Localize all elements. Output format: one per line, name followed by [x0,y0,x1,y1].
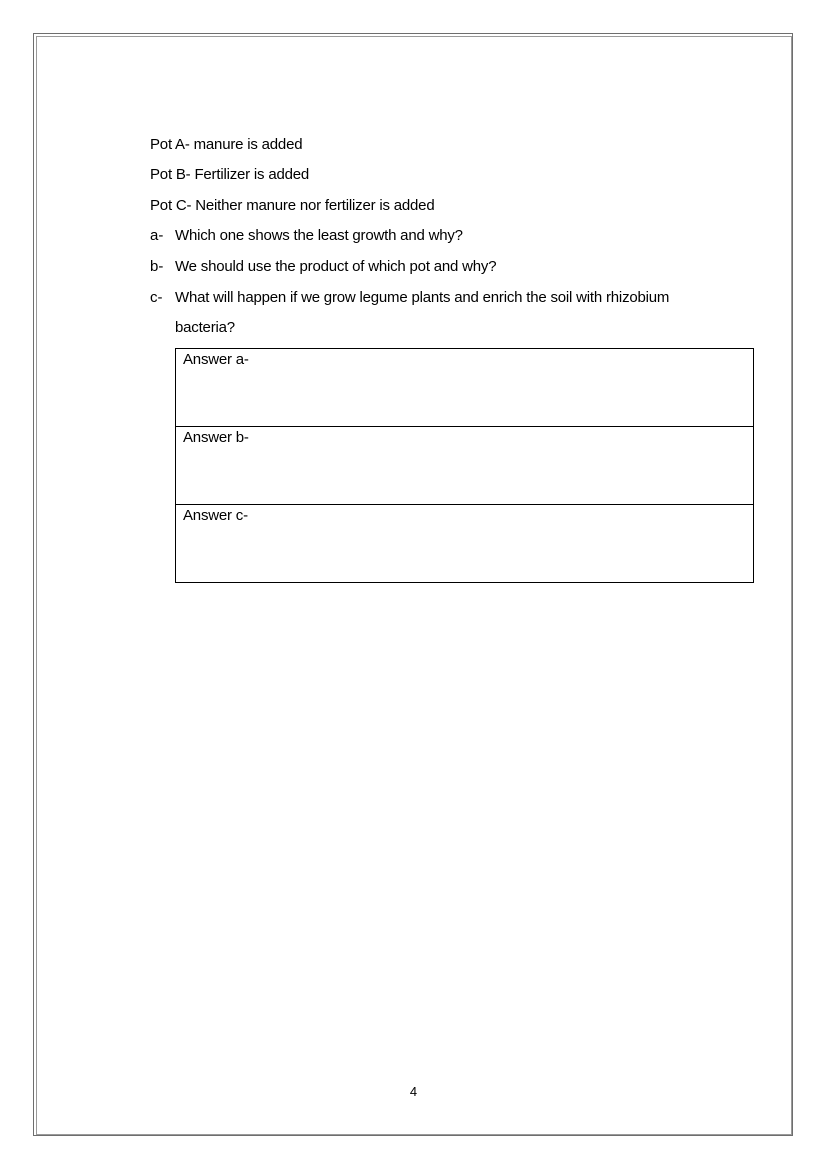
answer-a-label: Answer a- [183,351,249,368]
answer-row-c [176,505,754,583]
answer-c-cell[interactable] [176,505,754,583]
answer-b-cell[interactable] [176,427,754,505]
answer-row-a [176,349,754,427]
question-c-text: What will happen if we grow legume plants and enrich the soil with rhizobium [175,289,670,306]
question-b-marker: b- [150,258,164,275]
answer-row-b [176,427,754,505]
question-c-continuation: bacteria? [175,319,235,336]
answer-table [175,348,754,583]
question-a-marker: a- [150,227,164,244]
question-b-text: We should use the product of which pot and why? [175,258,497,275]
answer-a-cell[interactable] [176,349,754,427]
question-a-text: Which one shows the least growth and why? [175,227,463,244]
answer-c-label: Answer c- [183,507,248,524]
question-c-marker: c- [150,289,163,306]
pot-c-line: Pot C- Neither manure nor fertilizer is added [150,197,435,214]
pot-b-line: Pot B- Fertilizer is added [150,166,310,183]
pot-a-line: Pot A- manure is added [150,136,303,153]
page-number: 4 [409,1084,418,1099]
answer-b-label: Answer b- [183,429,249,446]
